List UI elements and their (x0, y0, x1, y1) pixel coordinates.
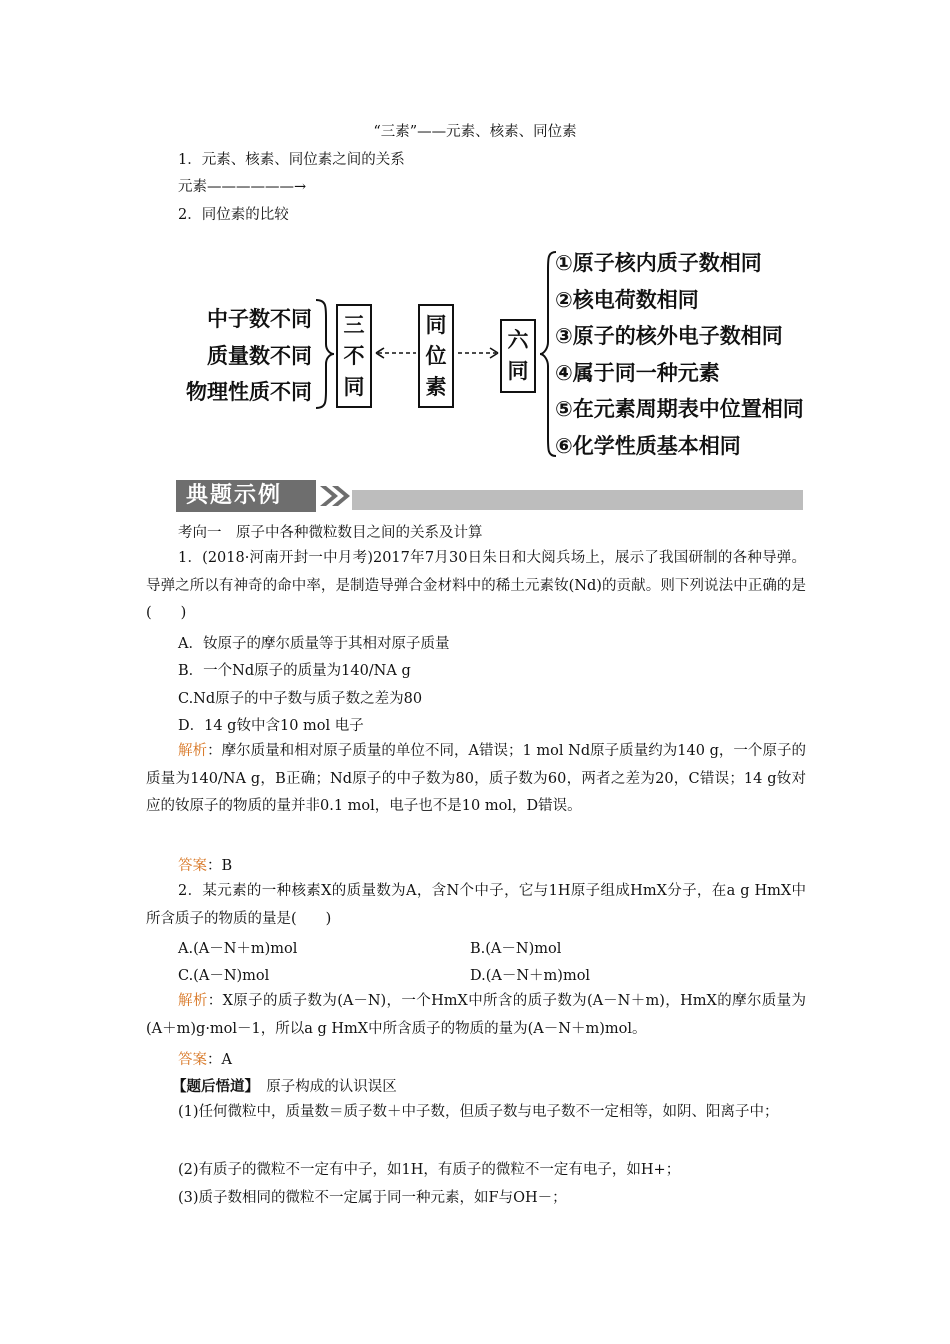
example-banner (176, 480, 803, 512)
tip-subtitle: 原子构成的认识误区 (251, 1079, 397, 1095)
banner-bar (352, 490, 803, 510)
box-right-char-1: 六 (507, 328, 529, 352)
right-item-4: ④属于同一种元素 (555, 360, 720, 385)
tip-heading (172, 1077, 397, 1097)
q1-option-b: B．一个Nd原子的质量为140/NA g (178, 663, 411, 679)
left-item-neutron: 中子数不同 (207, 307, 312, 331)
box-right-char-2: 同 (507, 359, 529, 383)
q1-option-d: D．14 g钕中含10 mol 电子 (178, 718, 364, 734)
q1-answer-label: 答案 (178, 858, 207, 874)
q1-answer (178, 856, 232, 876)
tip-1: (1)任何微粒中，质量数＝质子数＋中子数，但质子数与电子数不一定相等，如阴、阳离子中； (178, 1104, 779, 1120)
direction-heading: 考向一 原子中各种微粒数目之间的关系及计算 (178, 525, 483, 541)
q1-answer-value: ：B (207, 858, 233, 874)
left-item-mass-number: 质量数不同 (207, 343, 312, 368)
q2-analysis (146, 988, 806, 1043)
box-center-char-3: 素 (425, 374, 447, 399)
left-item-physical: 物理性质不同 (186, 380, 312, 404)
box-isotope (418, 304, 454, 408)
q2-stem: 2．某元素的一种核素X的质量数为A，含N个中子，它与1H原子组成HmX分子，在a g HmX中所含质子的物质的量是( ) (146, 883, 806, 927)
right-item-5: ⑤在元素周期表中位置相同 (555, 397, 804, 421)
double-chevron-icon (318, 484, 352, 508)
right-item-2: ②核电荷数相同 (555, 287, 699, 312)
q1-analysis (146, 738, 806, 821)
box-center-char-2: 位 (425, 343, 447, 368)
box-left-char-2: 不 (343, 343, 365, 368)
q2-answer-label: 答案 (178, 1052, 207, 1068)
box-six-same (500, 319, 536, 393)
subsection-1-heading: 1．元素、核素、同位素之间的关系 (178, 152, 405, 168)
box-left-char-3: 同 (343, 374, 365, 399)
box-left-char-1: 三 (343, 312, 365, 337)
section-title: “三素”——元素、核素、同位素 (373, 124, 577, 140)
q2-option-d: D.(A－N＋m)mol (470, 968, 591, 984)
right-item-1: ①原子核内质子数相同 (555, 251, 762, 275)
tip-2: (2)有质子的微粒不一定有中子，如1H，有质子的微粒不一定有电子，如H+； (178, 1162, 681, 1178)
arrow-left-icon (374, 346, 418, 360)
q2-analysis-label: 解析 (178, 993, 208, 1009)
tip-title: 【题后悟道】 (172, 1078, 252, 1095)
box-center-char-1: 同 (425, 312, 447, 337)
q2-answer-value: ：A (207, 1052, 232, 1068)
relation-diagram-arrow: 元素——————→ (178, 179, 307, 195)
banner-label: 典题示例 (176, 480, 316, 512)
q2-option-a: A.(A－N＋m)mol (178, 941, 298, 957)
left-brace-icon (312, 296, 338, 412)
box-three-differences (336, 304, 372, 408)
tip-3: (3)质子数相同的微粒不一定属于同一种元素，如F与OH－； (178, 1190, 567, 1206)
q2-answer (178, 1050, 232, 1070)
q1-stem: 1．(2018·河南开封一中月考)2017年7月30日朱日和大阅兵场上，展示了我国研制的各种导弹。导弹之所以有神奇的命中率，是制造导弹合金材料中的稀土元素钕(Nd)的贡献。则下列说法中正确的是( ) (146, 550, 806, 621)
q2-option-c: C.(A－N)mol (178, 968, 270, 984)
right-item-6: ⑥化学性质基本相同 (555, 433, 741, 458)
q1-analysis-text: ：摩尔质量和相对原子质量的单位不同，A错误；1 mol Nd原子质量约为140 g，一个原子的质量为140/NA g，B正确；Nd原子的中子数为80，质子数为60，两者之差为20，C错误；14 g钕对应的钕原子的物质的量并非0.1 mol，电子也不是10 mol，D错误。 (146, 743, 807, 814)
q1-analysis-label: 解析 (178, 743, 208, 759)
q1-option-c: C.Nd原子的中子数与质子数之差为80 (178, 691, 423, 707)
arrow-right-icon (456, 346, 500, 360)
q2-analysis-text: ：X原子的质子数为(A－N)，一个HmX中所含的质子数为(A－N＋m)，HmX的摩尔质量为(A＋m)g·mol－1，所以a g HmX中所含质子的物质的量为(A－N＋m)mol。 (146, 993, 807, 1037)
subsection-2-heading: 2．同位素的比较 (178, 207, 289, 223)
right-item-3: ③原子的核外电子数相同 (555, 324, 783, 348)
q1-option-a: A．钕原子的摩尔质量等于其相对原子质量 (178, 636, 450, 652)
q2-option-b: B.(A－N)mol (470, 941, 562, 957)
